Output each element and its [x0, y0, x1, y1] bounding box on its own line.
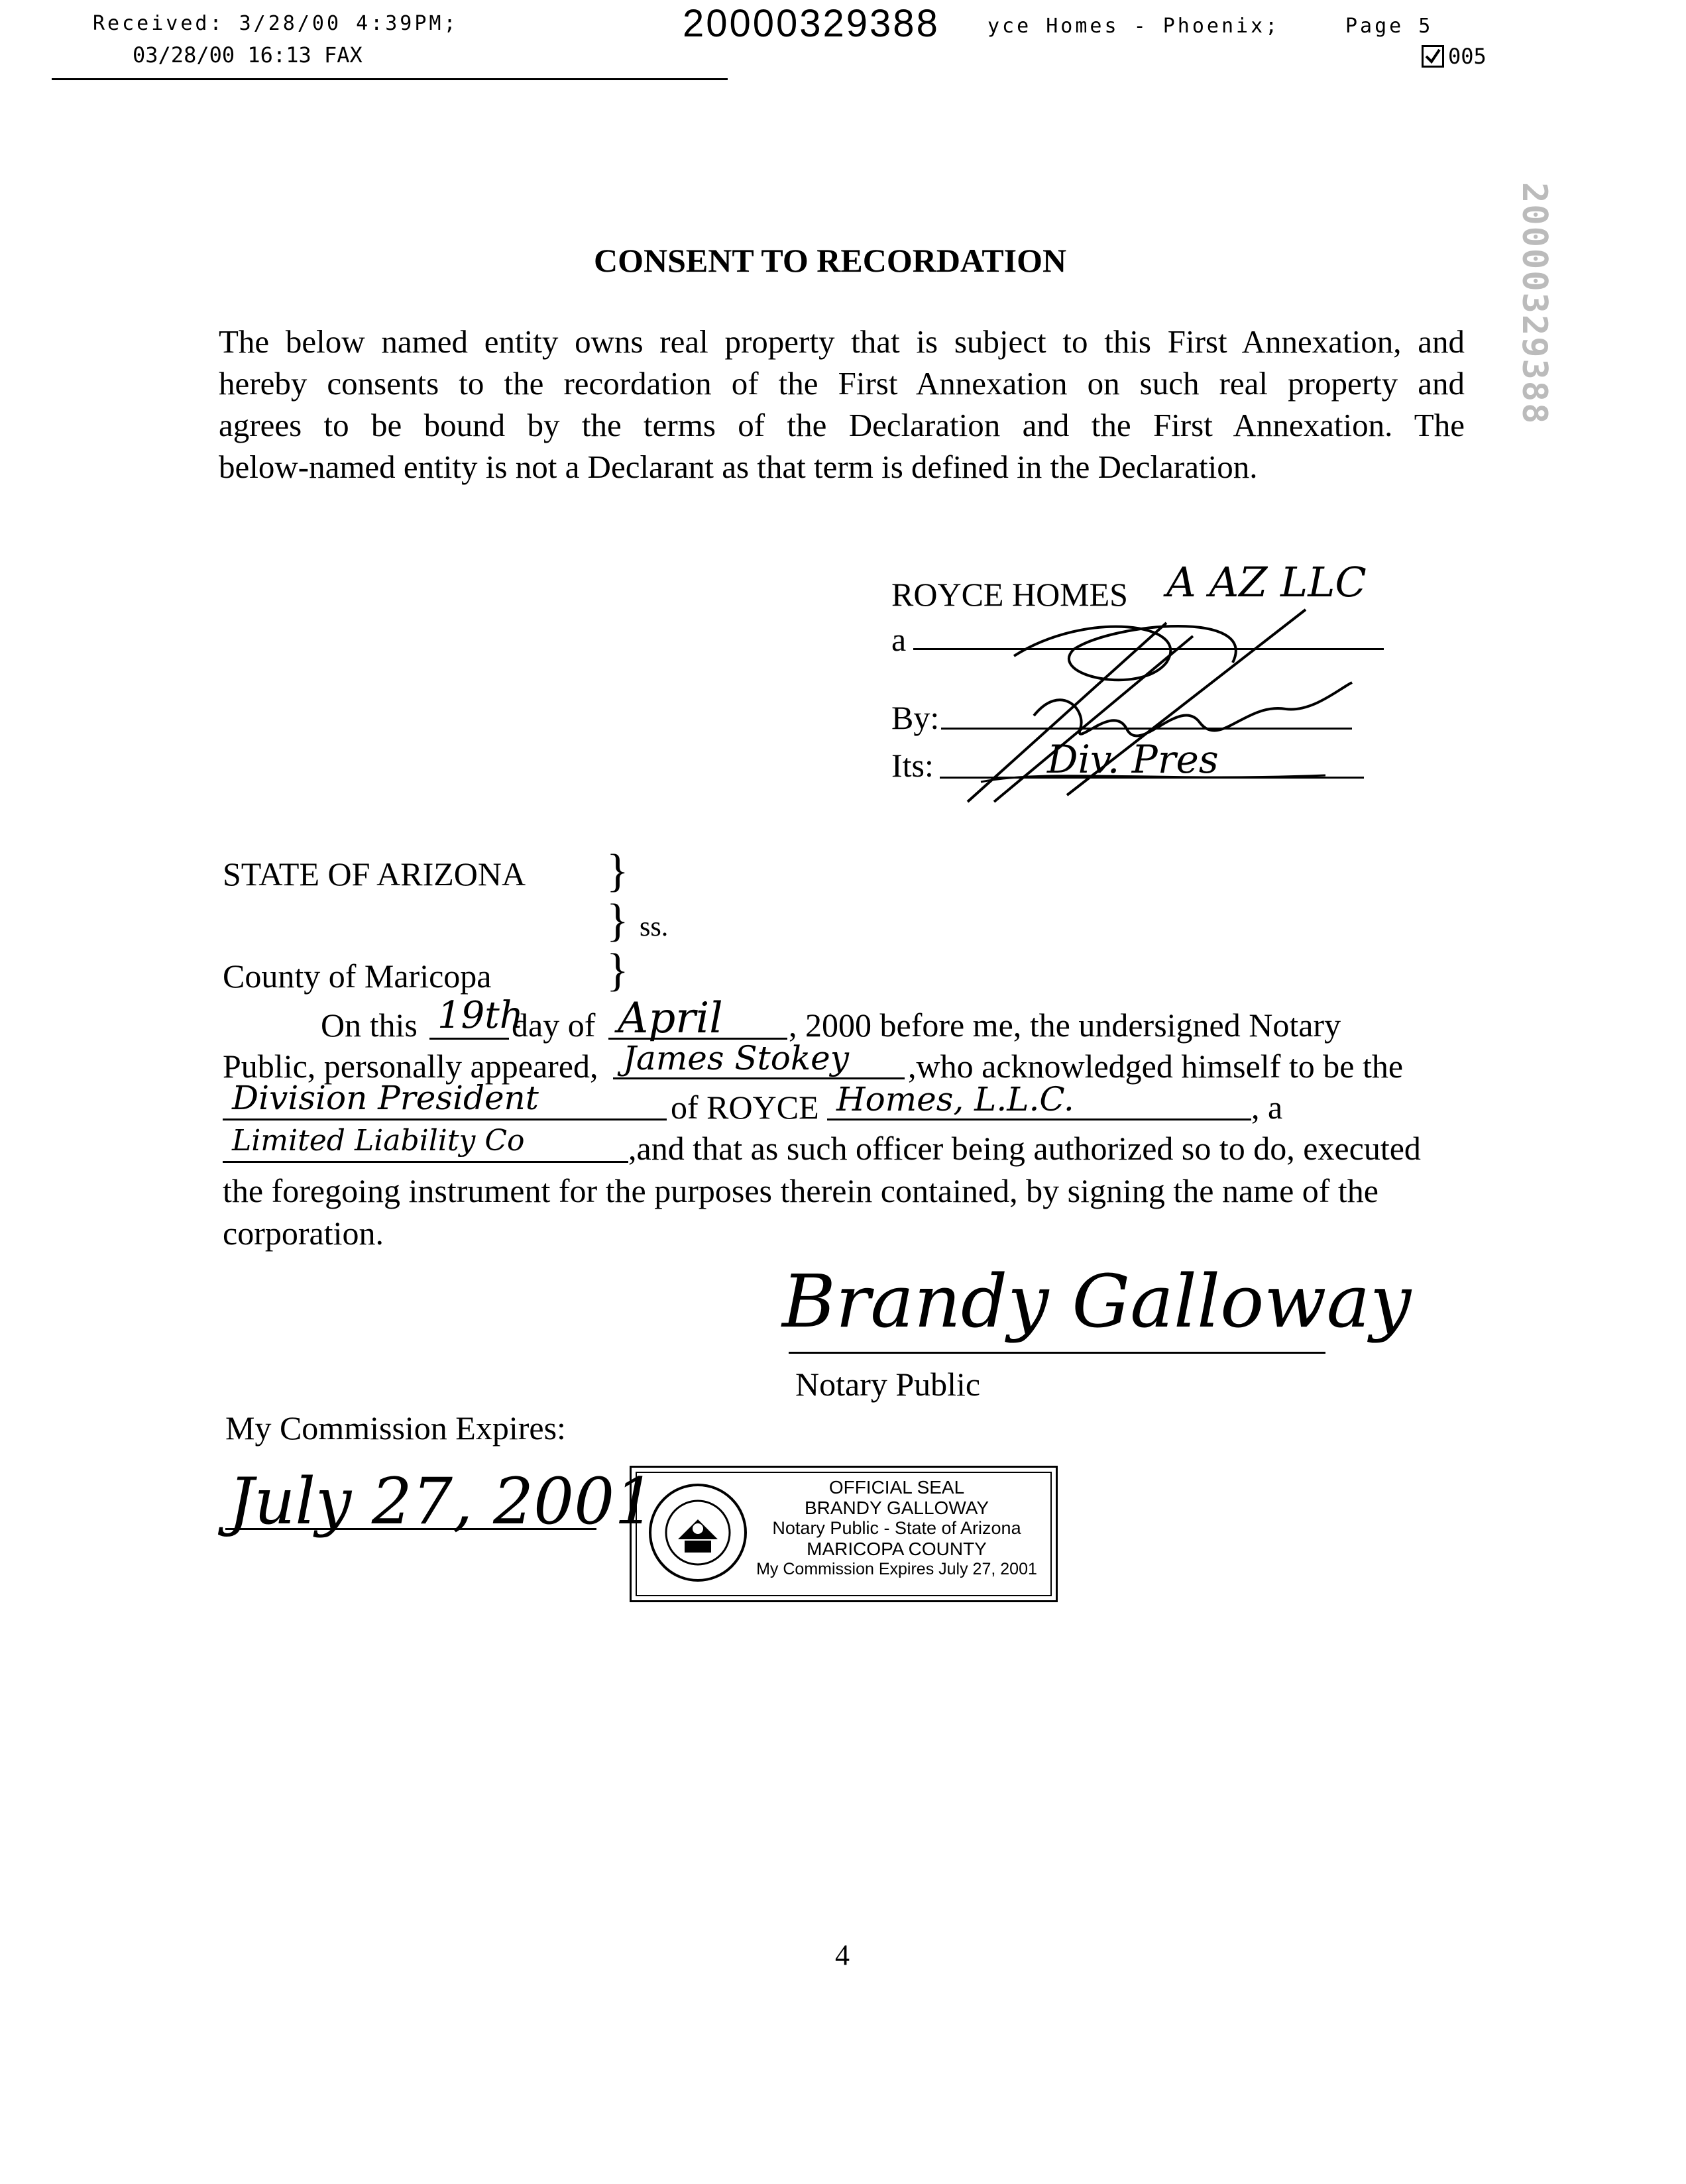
brace-icon: }: [606, 945, 629, 996]
notary-line5: the foregoing instrument for the purposes therein contained, by signing the name of the: [223, 1172, 1378, 1209]
intro-line: The below named entity owns real property that is subject to this First Annexation, and: [219, 323, 1465, 360]
fax-doc-number: 20000329388: [683, 2, 940, 45]
seal-line3: Notary Public - State of Arizona: [772, 1518, 1021, 1538]
intro-line: below-named entity is not a Declarant as that term is defined in the Declaration.: [219, 449, 1258, 485]
fax-sender: yce Homes - Phoenix;: [987, 15, 1280, 38]
notary-month-handwritten: April: [618, 994, 723, 1043]
notary-entity-type-line: [223, 1161, 628, 1163]
notary-company-line: [827, 1119, 1251, 1120]
notary-and-that: ,and that as such officer being authorized so to do, executed: [628, 1130, 1421, 1167]
commission-date-handwritten: July 27, 2001: [229, 1464, 655, 1539]
official-seal: [630, 1466, 1058, 1602]
its-label: Its:: [891, 747, 934, 784]
authorized-signature-icon: [915, 583, 1405, 822]
seal-line2: BRANDY GALLOWAY: [804, 1498, 989, 1518]
notary-signature-line: [789, 1352, 1325, 1354]
notary-day-of: day of: [512, 1007, 596, 1044]
notary-name-line: [613, 1077, 905, 1079]
notary-company-handwritten: Homes, L.L.C.: [836, 1080, 1074, 1119]
notary-signature: Brandy Galloway: [782, 1259, 1412, 1344]
brace-icon: }: [606, 846, 629, 897]
venue-state: STATE OF ARIZONA: [223, 855, 526, 893]
venue-county: County of Maricopa: [223, 957, 492, 995]
entity-name: ROYCE HOMES: [891, 576, 1128, 613]
seal-line4: MARICOPA COUNTY: [807, 1539, 987, 1559]
seal-line5: My Commission Expires July 27, 2001: [756, 1560, 1037, 1578]
fax-page-number: 005: [1448, 44, 1487, 69]
notary-name-handwritten: James Stokey: [623, 1039, 849, 1077]
fax-checkbox-icon: [1422, 45, 1444, 68]
notary-of-royce: of ROYCE: [671, 1089, 819, 1126]
page-title: CONSENT TO RECORDATION: [594, 242, 1067, 279]
notary-title-handwritten: Division President: [232, 1079, 539, 1117]
notary-public-appeared: Public, personally appeared,: [223, 1048, 598, 1085]
entity-handwritten: A AZ LLC: [1166, 558, 1367, 606]
intro-line: hereby consents to the recordation of the First Annexation on such real property and: [219, 365, 1465, 402]
fax-header-rule: [52, 78, 728, 80]
fax-page: Page 5: [1345, 15, 1433, 38]
intro-paragraph: [219, 321, 1465, 488]
intro-line: agrees to be bound by the terms of the Declaration and the First Annexation. The: [219, 407, 1465, 443]
side-stamp: 20000329388: [1514, 182, 1554, 425]
notary-day-handwritten: 19th: [437, 994, 524, 1037]
entity-a-label: a: [891, 621, 907, 658]
venue-ss: ss.: [640, 912, 669, 942]
notary-label: Notary Public: [795, 1366, 981, 1403]
notary-on-this: On this: [321, 1007, 418, 1044]
brace-icon: }: [606, 895, 629, 946]
notary-entity-type-handwritten: Limited Liability Co: [232, 1124, 525, 1158]
fax-received-line: Received: 3/28/00 4:39PM;: [93, 12, 459, 35]
fax-page-indicator: [1422, 44, 1487, 69]
notary-day-line: [429, 1038, 509, 1040]
notary-title-line: [223, 1119, 667, 1120]
commission-label: My Commission Expires:: [225, 1409, 566, 1447]
by-label: By:: [891, 699, 940, 736]
fax-date-line: 03/28/00 16:13 FAX: [133, 42, 363, 68]
page-number: 4: [835, 1939, 850, 1971]
notary-line6: corporation.: [223, 1215, 384, 1252]
notary-a-text: , a: [1251, 1089, 1283, 1126]
seal-line1: OFFICIAL SEAL: [828, 1477, 965, 1498]
its-handwritten: Div. Pres: [1047, 737, 1219, 782]
notary-acknowledged: ,who acknowledged himself to be the: [908, 1048, 1404, 1085]
arizona-seal-icon: [645, 1480, 751, 1586]
notary-year-text: , 2000 before me, the undersigned Notary: [789, 1007, 1341, 1044]
commission-date-line: [225, 1528, 596, 1530]
